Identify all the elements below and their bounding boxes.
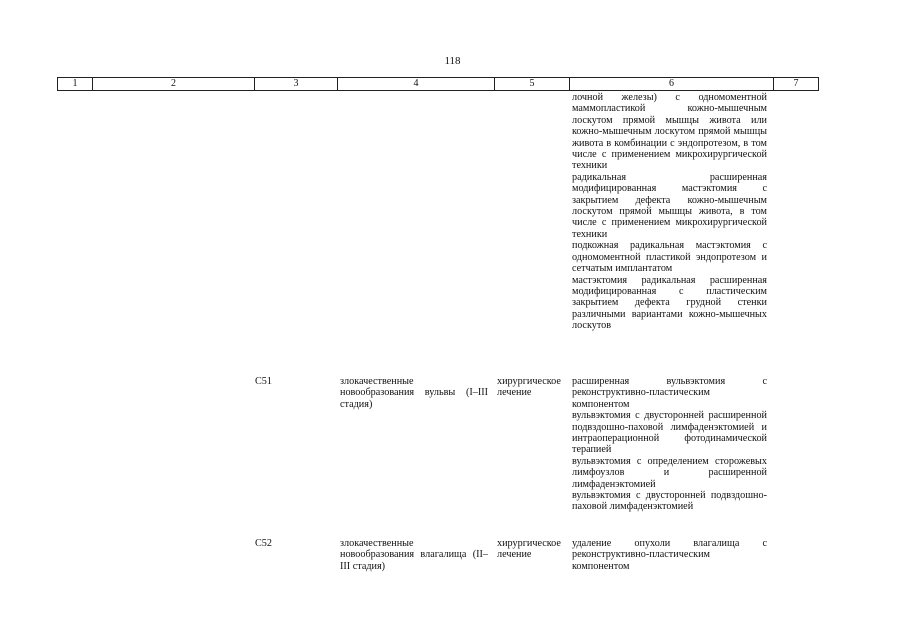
row-code: С51: [255, 376, 272, 387]
method-entry: вульвэктомия с определением сторожевых лимфоузлов и расширенной лимфаденэктомией: [572, 455, 767, 490]
header-col-4: 4: [337, 78, 494, 90]
table-body: [57, 90, 819, 640]
method-entry: подкожная радикальная мастэктомия с одномоментной пластикой эндопротезом и сетчатым имплантатом: [572, 240, 767, 275]
table-header-row: [57, 77, 819, 91]
method-entry: мастэктомия радикальная расширенная модифицированная с пластическим закрытием дефекта грудной стенки различными вариантами кожно-мышечных лоскутов: [572, 274, 767, 332]
method-entry: вульвэктомия с двусторонней подвздошно-паховой лимфаденэктомией: [572, 490, 767, 513]
methods-continuation: [572, 92, 767, 332]
header-col-2: 2: [92, 78, 254, 90]
header-col-3: 3: [254, 78, 337, 90]
method-entry: удаление опухоли влагалища с реконструктивно-пластическим компонентом: [572, 538, 767, 572]
header-col-1: 1: [57, 78, 92, 90]
row-methods: [572, 376, 767, 513]
header-col-5: 5: [494, 78, 569, 90]
header-col-6: 6: [569, 78, 773, 90]
row-diagnosis: злокачественные новообразования влагалища (II–III стадия): [340, 538, 488, 572]
row-treatment: хирургическое лечение: [497, 376, 561, 399]
page-number: 118: [444, 55, 461, 67]
row-code: С52: [255, 538, 272, 549]
method-entry: лочной железы) с одномоментной маммопластикой кожно-мышечным лоскутом прямой мышцы живота или кожно-мышечным лоскутом прямой мышцы живота в комбинации с эндопротезом, в том числе с применением микрохирургической техники: [572, 92, 767, 172]
header-col-7: 7: [773, 78, 819, 90]
row-methods: [572, 538, 767, 572]
method-entry: расширенная вульвэктомия с реконструктивно-пластическим компонентом: [572, 376, 767, 410]
row-treatment: хирургическое лечение: [497, 538, 561, 561]
method-entry: радикальная расширенная модифицированная мастэктомия с закрытием дефекта кожно-мышечным лоскутом прямой мышцы живота, в том числе с применением микрохирургической техники: [572, 171, 767, 240]
row-diagnosis: злокачественные новообразования вульвы (I–III стадия): [340, 376, 488, 410]
method-entry: вульвэктомия с двусторонней расширенной подвздошно-паховой лимфаденэктомией и интраоперационной фотодинамической терапией: [572, 410, 767, 456]
